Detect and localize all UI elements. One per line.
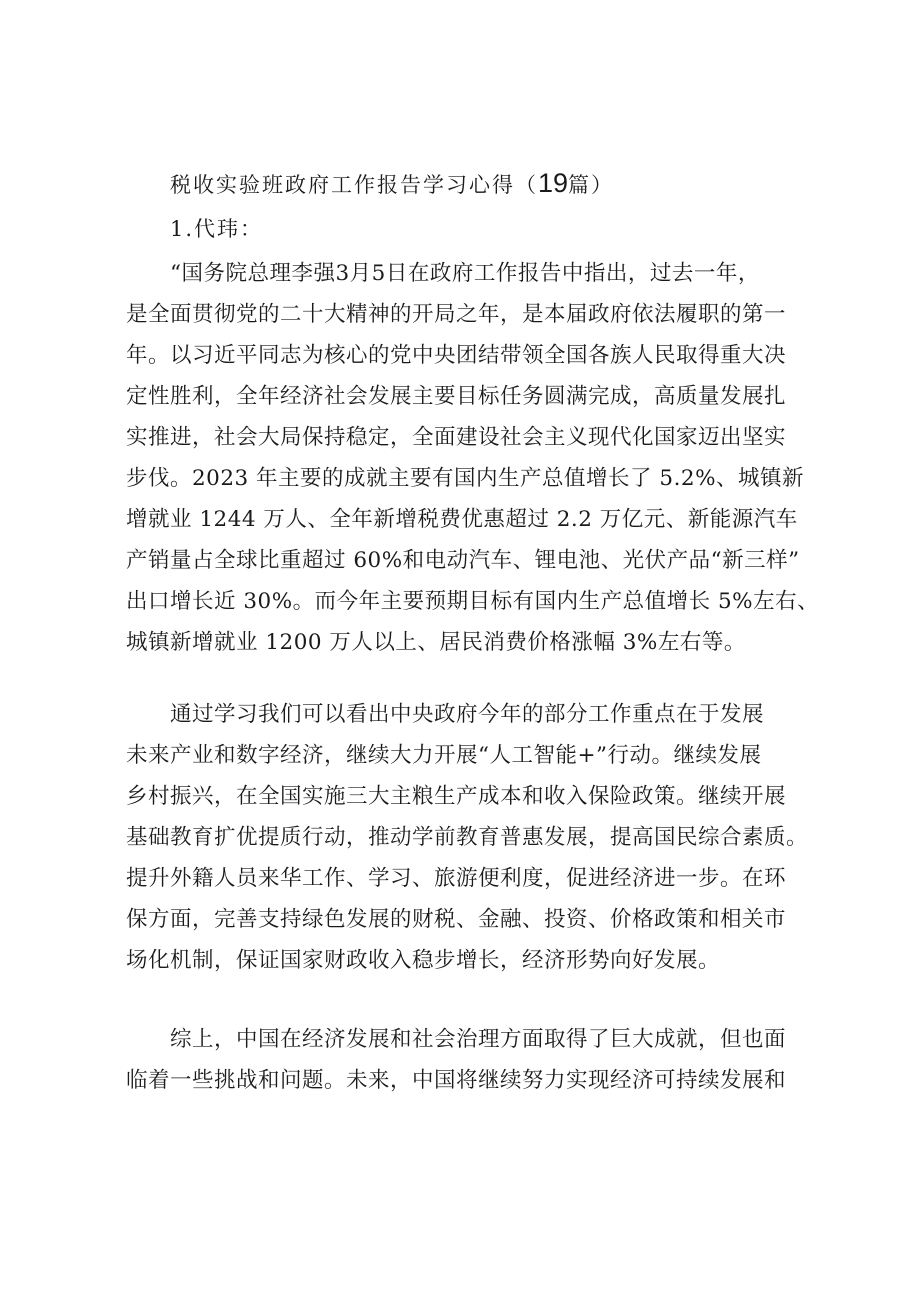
paragraph-1-line: 步伐。2023 年主要的成就主要有国内生产总值增长了 5.2%、城镇新 <box>126 466 805 491</box>
paragraph-1-line: 出口增长近 30%。而今年主要预期目标有国内生产总值增长 5%左右、 <box>126 589 820 614</box>
title-number: 19 <box>538 168 569 198</box>
paragraph-1-line: 产销量占全球比重超过 60%和电动汽车、锂电池、光伏产品“新三样” <box>126 548 800 573</box>
paragraph-3-line: 综上，中国在经济发展和社会治理方面取得了巨大成就，但也面 <box>170 1027 787 1052</box>
paragraph-1-line: 增就业 1244 万人、全年新增税费优惠超过 2.2 万亿元、新能源汽车 <box>126 507 798 532</box>
section-heading: 1.代玮： <box>170 217 264 241</box>
paragraph-2-line: 通过学习我们可以看出中央政府今年的部分工作重点在于发展 <box>170 702 765 727</box>
paragraph-2-line: 未来产业和数字经济，继续大力开展“人工智能+”行动。继续发展 <box>126 743 762 768</box>
paragraph-1-line: “国务院总理李强3月5日在政府工作报告中指出，过去一年， <box>170 261 760 286</box>
title-prefix: 税收实验班政府工作报告学习心得（ <box>170 173 538 197</box>
paragraph-2-line: 乡村振兴，在全国实施三大主粮生产成本和收入保险政策。继续开展 <box>126 784 787 809</box>
paragraph-2-line: 提升外籍人员来华工作、学习、旅游便利度，促进经济进一步。在环 <box>126 866 787 891</box>
paragraph-2-line: 基础教育扩优提质行动，推动学前教育普惠发展，提高国民综合素质。 <box>126 825 809 850</box>
document-title <box>170 168 614 200</box>
paragraph-2-line: 保方面，完善支持绿色发展的财税、金融、投资、价格政策和相关市 <box>126 907 787 932</box>
paragraph-1-line: 实推进，社会大局保持稳定，全面建设社会主义现代化国家迈出坚实 <box>126 425 787 450</box>
title-suffix: 篇） <box>568 173 615 197</box>
paragraph-3-line: 临着一些挑战和问题。未来，中国将继续努力实现经济可持续发展和 <box>126 1068 787 1093</box>
paragraph-1-line: 城镇新增就业 1200 万人以上、居民消费价格涨幅 3%左右等。 <box>126 630 746 655</box>
paragraph-2-line: 场化机制，保证国家财政收入稳步增长，经济形势向好发展。 <box>126 948 721 973</box>
paragraph-1-line: 年。以习近平同志为核心的党中央团结带领全国各族人民取得重大决 <box>126 343 787 368</box>
paragraph-1-line: 定性胜利，全年经济社会发展主要目标任务圆满完成，高质量发展扎 <box>126 384 787 409</box>
paragraph-1-line: 是全面贯彻党的二十大精神的开局之年，是本届政府依法履职的第一 <box>126 302 787 327</box>
